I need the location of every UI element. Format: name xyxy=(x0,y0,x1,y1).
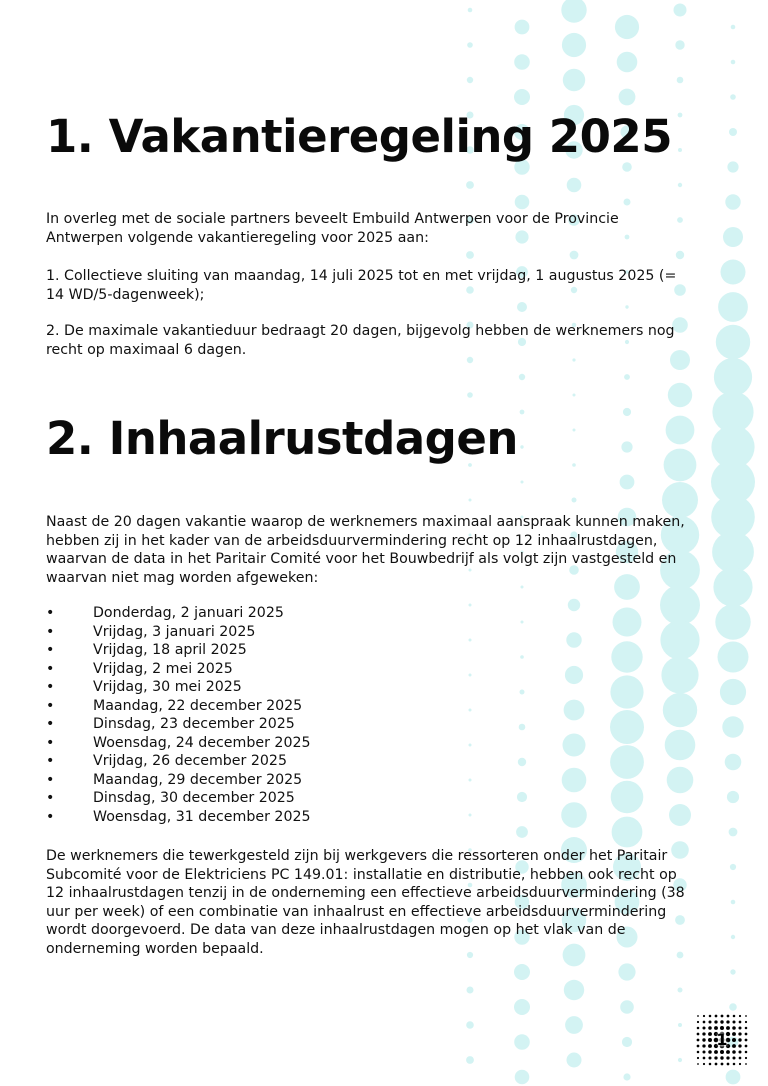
decorative-dot xyxy=(561,0,586,23)
decorative-dot xyxy=(469,814,472,817)
section-1-point-2: 2. De maximale vakantieduur bedraagt 20 dagen, bijgevolg hebben de werknemers nog recht op maximaal 6 dagen. xyxy=(46,323,675,358)
list-item xyxy=(46,623,311,642)
decorative-dot xyxy=(624,374,630,380)
decorative-dot xyxy=(613,608,642,637)
date-text: Maandag, 29 december 2025 xyxy=(93,771,303,788)
decorative-dot xyxy=(675,40,684,49)
date-text: Vrijdag, 3 januari 2025 xyxy=(93,623,256,640)
decorative-dot xyxy=(678,1058,682,1062)
decorative-dot xyxy=(617,52,638,73)
decorative-dot xyxy=(469,639,472,642)
decorative-dot xyxy=(466,1056,474,1064)
decorative-dot xyxy=(469,499,472,502)
decorative-dot xyxy=(567,1053,582,1068)
decorative-dot xyxy=(568,599,580,611)
decorative-dot xyxy=(572,498,577,503)
decorative-dot xyxy=(730,969,735,974)
bullet: • xyxy=(46,808,55,825)
decorative-dot xyxy=(521,621,524,624)
catch-up-days-list xyxy=(46,604,311,826)
decorative-dot xyxy=(515,195,530,210)
decorative-dot xyxy=(469,604,472,607)
decorative-dot xyxy=(517,792,527,802)
decorative-dot xyxy=(720,679,746,705)
decorative-dot xyxy=(514,54,530,70)
decorative-dot xyxy=(676,251,684,259)
decorative-dot xyxy=(725,754,742,771)
decorative-dot xyxy=(520,445,523,448)
decorative-dot xyxy=(610,710,644,744)
date-text: Vrijdag, 18 april 2025 xyxy=(93,642,247,658)
page-number: 1 xyxy=(716,1030,728,1049)
decorative-dot xyxy=(518,758,526,766)
decorative-dot xyxy=(661,656,698,693)
bullet: • xyxy=(46,716,55,732)
decorative-dot xyxy=(516,826,528,838)
decorative-dot xyxy=(469,709,472,712)
decorative-dot xyxy=(718,292,748,322)
list-item xyxy=(46,604,311,623)
decorative-dot xyxy=(618,963,635,980)
date-text: Vrijdag, 2 mei 2025 xyxy=(93,660,233,677)
list-item xyxy=(46,660,311,679)
decorative-dot xyxy=(521,481,524,484)
decorative-dot xyxy=(678,148,682,152)
decorative-dot xyxy=(567,178,582,193)
section-2-title: 2. Inhaalrustdagen xyxy=(46,412,518,465)
decorative-dot xyxy=(615,15,639,39)
decorative-dot xyxy=(730,94,736,100)
decorative-dot xyxy=(520,410,525,415)
decorative-dot xyxy=(664,449,697,482)
decorative-dot xyxy=(561,802,587,828)
decorative-dot xyxy=(520,690,525,695)
decorative-dot xyxy=(678,1023,682,1027)
decorative-dot xyxy=(622,1037,632,1047)
decorative-dot xyxy=(731,935,735,939)
decorative-dot xyxy=(514,964,530,980)
list-item xyxy=(46,641,311,660)
section-1-point-1: 1. Collectieve sluiting van maandag, 14 juli 2025 tot en met vrijdag, 1 augustus 2025 (= 14 WD/5-dagenweek); xyxy=(46,268,677,303)
section-2-closing: De werknemers die tewerkgesteld zijn bij werkgevers die ressorteren onder het Paritair Subcomité voor de Elektriciens PC 149.01: installatie en distributie, hebben ook recht op 12 inhaalrustdagen tenzij in de onderneming een effectieve arbeidsduurvermindering (38 uur per week) of een combinatie van inhaalrust en effectieve arbeidsduurvermindering wordt doorgevoerd. De data van deze inhaalrustdagen mogen op het vlak van de onderneming worden bepaald. xyxy=(46,848,685,957)
list-item xyxy=(46,697,311,716)
decorative-dot xyxy=(519,724,526,731)
decorative-dot xyxy=(731,900,736,905)
bullet: • xyxy=(46,734,55,751)
decorative-dot xyxy=(519,374,525,380)
bullet: • xyxy=(46,790,55,806)
decorative-dot xyxy=(726,1070,741,1085)
list-item xyxy=(46,734,311,753)
decorative-dot xyxy=(565,666,583,684)
decorative-dot xyxy=(666,416,695,445)
decorative-dot xyxy=(625,305,628,308)
decorative-dot xyxy=(669,804,691,826)
decorative-dot xyxy=(623,408,631,416)
decorative-dot xyxy=(515,1070,530,1085)
decorative-dot xyxy=(674,4,687,17)
decorative-dot xyxy=(467,987,474,994)
decorative-dot xyxy=(573,429,576,432)
decorative-dot xyxy=(466,251,474,259)
decorative-dot xyxy=(514,1034,530,1050)
date-text: Dinsdag, 30 december 2025 xyxy=(93,790,295,806)
decorative-dot xyxy=(713,567,752,606)
decorative-dot xyxy=(469,744,472,747)
decorative-dot xyxy=(612,817,643,848)
bullet: • xyxy=(46,753,55,769)
decorative-dot xyxy=(729,828,738,837)
bullet: • xyxy=(46,679,55,695)
decorative-dot xyxy=(731,60,736,65)
decorative-dot xyxy=(563,734,586,757)
decorative-dot xyxy=(623,1073,630,1080)
decorative-dot xyxy=(564,700,585,721)
list-item xyxy=(46,789,311,808)
decorative-dot xyxy=(715,604,750,639)
decorative-dot xyxy=(565,1016,583,1034)
decorative-dot xyxy=(610,745,644,779)
decorative-dot xyxy=(620,1000,634,1014)
decorative-dot xyxy=(624,199,631,206)
decorative-dot xyxy=(562,33,586,57)
list-item xyxy=(46,715,311,734)
decorative-dot xyxy=(468,8,473,13)
decorative-dot xyxy=(668,383,692,407)
date-text: Dinsdag, 23 december 2025 xyxy=(93,716,295,732)
section-2-intro: Naast de 20 dagen vakantie waarop de werknemers maximaal aanspraak kunnen maken, hebben zij in het kader van de arbeidsduurvermindering recht op 12 inhaalrustdagen, waarvan de data in het Paritair Comité voor het Bouwbedrijf als volgt zijn vastgesteld en waarvan niet mag worden afgeweken: xyxy=(46,514,685,586)
decorative-dot xyxy=(727,161,738,172)
decorative-dot xyxy=(667,767,694,794)
decorative-dot xyxy=(619,89,636,106)
decorative-dot xyxy=(572,463,576,467)
decorative-dot xyxy=(723,227,743,247)
decorative-dot xyxy=(467,392,473,398)
decorative-dot xyxy=(727,791,739,803)
decorative-dot xyxy=(611,781,644,814)
decorative-dot xyxy=(563,69,585,91)
bullet: • xyxy=(46,642,55,658)
decorative-dot xyxy=(573,394,576,397)
decorative-dot xyxy=(566,632,581,647)
decorative-dot xyxy=(514,999,530,1015)
decorative-dot xyxy=(622,162,632,172)
decorative-dot xyxy=(469,779,472,782)
list-item xyxy=(46,808,311,827)
decorative-dot xyxy=(570,251,579,260)
decorative-dot xyxy=(466,181,474,189)
decorative-dot xyxy=(564,980,584,1000)
decorative-dot xyxy=(721,260,746,285)
date-text: Vrijdag, 26 december 2025 xyxy=(93,753,287,769)
decorative-dot xyxy=(514,89,530,105)
decorative-dot xyxy=(729,128,737,136)
decorative-dot xyxy=(665,730,696,761)
decorative-dot xyxy=(611,641,642,672)
decorative-dot xyxy=(725,194,740,209)
bullet: • xyxy=(46,771,55,788)
decorative-dot xyxy=(731,25,736,30)
decorative-dot xyxy=(663,693,697,727)
list-item xyxy=(46,771,311,790)
decorative-dot xyxy=(722,716,743,737)
decorative-dot xyxy=(677,77,684,84)
date-text: Donderdag, 2 januari 2025 xyxy=(93,605,284,621)
decorative-dot xyxy=(620,475,635,490)
decorative-dot xyxy=(712,531,754,573)
decorative-dot xyxy=(469,674,472,677)
decorative-dot xyxy=(466,1021,474,1029)
decorative-dot xyxy=(467,42,473,48)
section-1-title: 1. Vakantieregeling 2025 xyxy=(46,110,673,163)
decorative-dot xyxy=(660,585,700,625)
decorative-dot xyxy=(660,620,699,659)
decorative-dot xyxy=(467,77,473,83)
decorative-dot xyxy=(730,864,736,870)
decorative-dot xyxy=(562,768,587,793)
bullet: • xyxy=(46,660,55,677)
section-1-intro: In overleg met de sociale partners beveelt Embuild Antwerpen voor de Provincie Antwerpen volgende vakantieregeling voor 2025 aan: xyxy=(46,211,619,246)
date-text: Woensdag, 24 december 2025 xyxy=(93,734,311,751)
decorative-dot xyxy=(678,183,682,187)
decorative-dot xyxy=(621,441,632,452)
date-text: Maandag, 22 december 2025 xyxy=(93,697,303,714)
bullet: • xyxy=(46,623,55,640)
page-number-badge xyxy=(695,1013,749,1067)
list-item xyxy=(46,752,311,771)
bullet: • xyxy=(46,697,55,714)
decorative-dot xyxy=(729,1003,737,1011)
list-item xyxy=(46,678,311,697)
decorative-dot xyxy=(678,113,683,118)
decorative-dot xyxy=(678,988,683,993)
bullet: • xyxy=(46,605,55,621)
decorative-dot xyxy=(714,358,752,396)
decorative-dot xyxy=(718,642,749,673)
decorative-dot xyxy=(520,655,524,659)
decorative-dot xyxy=(515,20,530,35)
decorative-dot xyxy=(610,675,643,708)
date-text: Vrijdag, 30 mei 2025 xyxy=(93,679,242,695)
date-text: Woensdag, 31 december 2025 xyxy=(93,808,311,825)
decorative-dot xyxy=(716,325,750,359)
